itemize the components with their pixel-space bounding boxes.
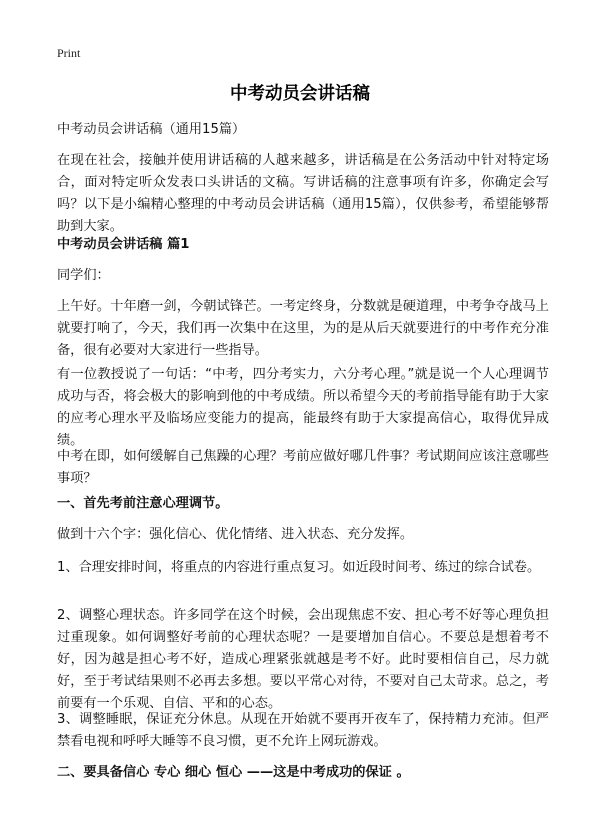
paragraph-3: 中考在即，如何缓解自己焦躁的心理？考前应做好哪几件事？考试期间应该注意哪些事项？ — [57, 449, 549, 486]
greeting: 同学们： — [57, 268, 110, 283]
intro-paragraph: 在现在社会，接触并使用讲话稿的人越来越多，讲话稿是在公务活动中针对特定场合，面对特定听众发表口头讲话的文稿。写讲话稿的注意事项有许多，你确定会写吗？以下是小编精心整理的中考动员会讲话稿（通用15篇），仅供参考，希望能够帮助到大家。 — [57, 153, 549, 234]
paragraph-4: 做到十六个字：强化信心、优化情绪、进入状态、充分发挥。 — [57, 527, 414, 542]
heading-two: 二、要具备信心 专心 细心 恒心 ——这是中考成功的保证 。 — [57, 765, 410, 780]
page-title: 中考动员会讲话稿 — [230, 84, 370, 104]
heading-one: 一、首先考前注意心理调节。 — [57, 496, 229, 511]
paragraph-2: 有一位教授说了一句话：“中考，四分考实力，六分考心理。”就是说一个人心理调节成功与否，将会极大的影响到他的中考成绩。所以希望今天的考前指导能有助于大家的应考心理水平及临场应变能力的提高，能最终有助于大家提高信心，取得优异成绩。 — [57, 367, 549, 448]
list-item-2: 2、调整心理状态。许多同学在这个时候，会出现焦虑不安、担心考不好等心理负担过重现象。如何调整好考前的心理状态呢？一是要增加自信心。不要总是想着考不好，因为越是担心考不好，造成心理紧张就越是考不好。此时要相信自己，尽力就好，至于考试结果则不必再去多想。要以平常心对待，不要对自己太苛求。总之，考前要有一个乐观、自信、平和的心态。 — [57, 608, 549, 711]
paragraph-1: 上午好。十年磨一剑，今朝试锋芒。一考定终身，分数就是硬道理，中考争夺战马上就要打响了，今天，我们再一次集中在这里，为的是从后天就要进行的中考作充分准备，很有必要对大家进行一些指导。 — [57, 299, 549, 358]
document-subtitle: 中考动员会讲话稿（通用15篇） — [57, 122, 246, 137]
section-heading-1: 中考动员会讲话稿 篇1 — [57, 237, 190, 252]
list-item-3: 3、调整睡眠，保证充分休息。从现在开始就不要再开夜车了，保持精力充沛。但严禁看电视和呼呼大睡等不良习惯，更不允许上网玩游戏。 — [57, 712, 549, 749]
list-item-1: 1、合理安排时间，将重点的内容进行重点复习。如近段时间考、练过的综合试卷。 — [57, 560, 541, 575]
print-link[interactable]: Print — [57, 46, 81, 60]
